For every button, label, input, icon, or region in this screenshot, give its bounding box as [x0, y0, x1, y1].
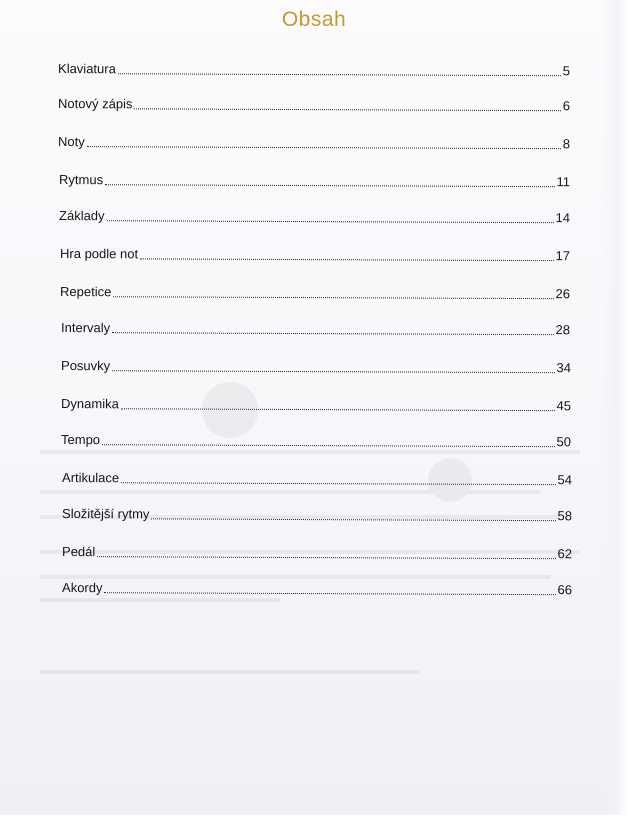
- toc-entry-label: Pedál: [62, 544, 96, 560]
- dot-leader: [112, 332, 553, 335]
- toc-entry-page-number: 54: [557, 472, 573, 488]
- toc-entry-page-number: 66: [557, 582, 573, 598]
- toc-entry: [62, 576, 572, 598]
- toc-entry: [61, 316, 570, 338]
- dot-leader: [97, 556, 555, 559]
- toc-entry-page-number: 50: [556, 434, 572, 450]
- toc-entry: [61, 428, 571, 450]
- toc-entry: [58, 92, 570, 114]
- toc-entry-page-number: 26: [555, 286, 571, 302]
- dot-leader: [102, 444, 555, 447]
- toc-entry-label: Artikulace: [62, 470, 120, 486]
- toc-entry: [60, 242, 570, 264]
- toc-entry-label: Rytmus: [59, 172, 104, 188]
- dot-leader: [121, 408, 555, 411]
- toc-entry: [59, 168, 570, 190]
- toc-entry: [61, 354, 571, 376]
- dot-leader: [118, 73, 561, 76]
- toc-entry-label: Tempo: [61, 432, 101, 448]
- toc-entry-label: Základy: [59, 208, 105, 224]
- toc-entry: [59, 204, 570, 226]
- toc-entry-page-number: 58: [557, 508, 573, 524]
- toc-entry: [58, 130, 570, 152]
- toc-entry: [61, 392, 571, 414]
- dot-leader: [151, 518, 555, 521]
- dot-leader: [113, 296, 553, 299]
- toc-entry-label: Klaviatura: [58, 61, 116, 77]
- dot-leader: [104, 592, 555, 595]
- toc-entry: [62, 466, 572, 488]
- toc-entry-page-number: 14: [555, 210, 571, 226]
- toc-entry-page-number: 17: [555, 248, 571, 264]
- toc-entry: [58, 57, 570, 79]
- toc-entry-page-number: 28: [555, 322, 571, 338]
- toc-entry-label: Hra podle not: [60, 246, 139, 262]
- dot-leader: [107, 220, 554, 223]
- toc-entry-label: Dynamika: [61, 396, 119, 412]
- toc-entry-label: Složitější rytmy: [62, 506, 150, 522]
- toc-entry-page-number: 62: [557, 546, 573, 562]
- dot-leader: [87, 146, 561, 149]
- toc-title: Obsah: [281, 8, 347, 31]
- dot-leader: [134, 108, 560, 111]
- toc-entry-label: Akordy: [62, 580, 103, 596]
- toc-entry: [60, 280, 570, 302]
- dot-leader: [140, 258, 553, 261]
- dot-leader: [112, 370, 554, 373]
- toc-entry-label: Noty: [58, 134, 85, 150]
- dot-leader: [121, 482, 555, 485]
- toc-entry-page-number: 11: [556, 174, 571, 190]
- toc-entry-page-number: 45: [556, 398, 572, 414]
- toc-entry-label: Repetice: [60, 284, 112, 300]
- toc-entry-label: Intervaly: [61, 320, 111, 336]
- toc-entry-page-number: 8: [562, 136, 571, 152]
- toc-entry-page-number: 6: [562, 98, 571, 114]
- toc-entry-label: Posuvky: [61, 358, 111, 374]
- toc-entry-label: Notový zápis: [58, 96, 133, 112]
- toc-entry: [62, 502, 572, 524]
- toc-entry-page-number: 5: [562, 63, 571, 79]
- toc-entry-page-number: 34: [556, 360, 572, 376]
- toc-entry: [62, 540, 572, 562]
- dot-leader: [105, 184, 554, 187]
